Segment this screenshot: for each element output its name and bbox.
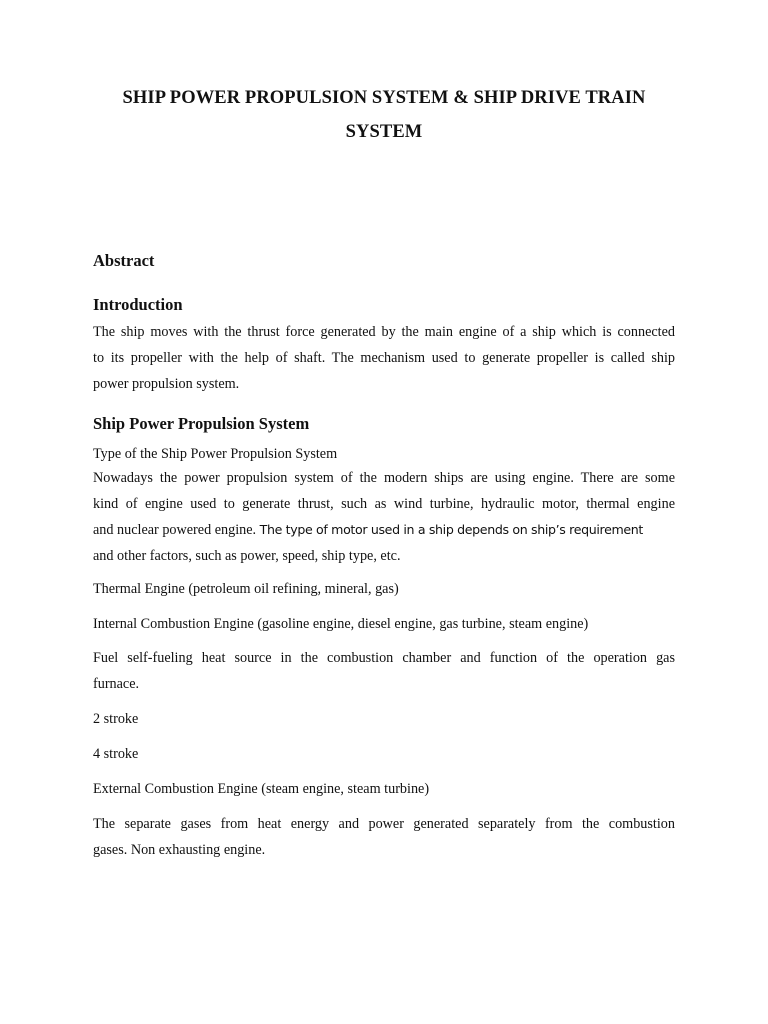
introduction-line: to its propeller with the help of shaft. The mechanism used to generate propeller is called ship <box>93 350 675 366</box>
document-title-line-2: SYSTEM <box>345 122 423 142</box>
introduction-heading: Introduction <box>93 295 183 314</box>
nowadays-line-part-1: and nuclear powered engine. <box>93 522 260 538</box>
fuel-line: furnace. <box>93 676 140 692</box>
four-stroke-line: 4 stroke <box>93 746 139 762</box>
separate-gases-line: The separate gases from heat energy and power generated separately from the combustion <box>93 816 675 832</box>
abstract-heading: Abstract <box>93 251 155 270</box>
nowadays-line: Nowadays the power propulsion system of the modern ships are using engine. There are some <box>93 470 675 486</box>
two-stroke-line: 2 stroke <box>93 711 139 727</box>
introduction-paragraph <box>93 319 675 397</box>
nowadays-line: and other factors, such as power, speed, ship type, etc. <box>93 548 401 564</box>
fuel-paragraph <box>93 645 675 697</box>
introduction-line: The ship moves with the thrust force generated by the main engine of a ship which is connected <box>93 324 675 340</box>
document-title-line-1: SHIP POWER PROPULSION SYSTEM & SHIP DRIVE TRAIN <box>122 88 646 108</box>
introduction-line: power propulsion system. <box>93 376 240 392</box>
separate-gases-line: gases. Non exhausting engine. <box>93 842 266 858</box>
nowadays-line <box>93 517 675 543</box>
fuel-line: Fuel self-fueling heat source in the combustion chamber and function of the operation gas <box>93 650 675 666</box>
propulsion-system-heading: Ship Power Propulsion System <box>93 414 310 433</box>
nowadays-line-part-2: The type of motor used in a ship depends on ship’s requirement <box>259 522 644 537</box>
separate-gases-paragraph <box>93 811 675 863</box>
propulsion-type-subheading: Type of the Ship Power Propulsion System <box>93 446 338 462</box>
nowadays-paragraph <box>93 465 675 569</box>
external-combustion-line: External Combustion Engine (steam engine, steam turbine) <box>93 781 430 797</box>
thermal-engine-line: Thermal Engine (petroleum oil refining, mineral, gas) <box>93 581 399 597</box>
internal-combustion-line: Internal Combustion Engine (gasoline engine, diesel engine, gas turbine, steam engine) <box>93 616 589 632</box>
nowadays-line: kind of engine used to generate thrust, such as wind turbine, hydraulic motor, thermal engine <box>93 496 675 512</box>
